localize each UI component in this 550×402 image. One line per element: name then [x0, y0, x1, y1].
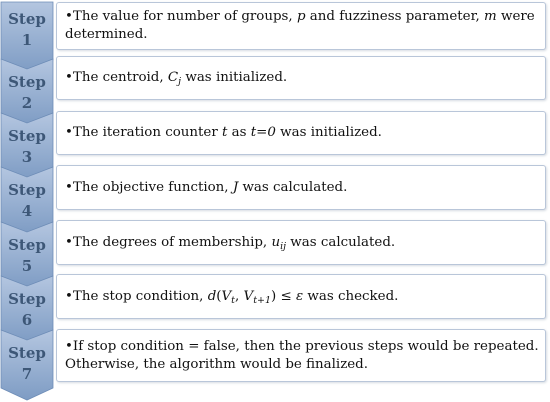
step-description-box-7 [56, 329, 546, 382]
description-text: was calculated. [238, 179, 348, 195]
step-number: 7 [21, 365, 33, 383]
step-number: 3 [21, 148, 33, 166]
description-text: was initialized. [181, 70, 288, 85]
description-text: •The degrees of membership, [65, 234, 272, 250]
step-title: Step [8, 10, 46, 28]
description-text: ) ≤ [271, 288, 296, 304]
step-label [0, 236, 54, 276]
step-description [65, 124, 382, 142]
step-description [65, 69, 287, 87]
description-text: and fuzziness parameter, [305, 9, 485, 24]
step-title: Step [8, 73, 46, 91]
step-label [0, 10, 54, 50]
description-text: as [227, 125, 251, 140]
step-number: 1 [21, 31, 33, 49]
description-text: •The stop condition, [65, 288, 208, 304]
step-title: Step [8, 344, 46, 362]
description-text: was initialized. [275, 125, 382, 140]
step-label [0, 127, 54, 167]
math-symbol: d [207, 288, 217, 304]
math-symbol: V [221, 288, 232, 304]
description-text: •The iteration counter [65, 125, 222, 140]
description-text: was checked. [303, 288, 399, 304]
step-description [65, 8, 541, 44]
step-description [65, 179, 347, 197]
step-number: 5 [21, 257, 33, 275]
step-number: 2 [21, 94, 33, 112]
math-symbol: u [271, 234, 281, 250]
math-symbol: m [484, 9, 497, 24]
step-title: Step [8, 236, 46, 254]
subscript-text: t+1 [253, 294, 272, 306]
step-number: 6 [21, 311, 33, 329]
step-title: Step [8, 181, 46, 199]
step-description [65, 234, 395, 252]
math-symbol: J [232, 179, 239, 195]
step-label [0, 181, 54, 221]
step-description-box-1 [56, 2, 546, 50]
subscript-text: ij [280, 240, 287, 252]
step-title: Step [8, 290, 46, 308]
math-symbol: t=0 [250, 125, 276, 140]
description-text: •The value for number of groups, [65, 9, 297, 24]
step-description-box-4 [56, 165, 546, 210]
description-text: was calculated. [286, 234, 396, 250]
step-label [0, 344, 54, 384]
math-symbol: ε [295, 288, 304, 304]
description-text: •The centroid, [65, 70, 168, 85]
step-description-box-5 [56, 220, 546, 265]
description-text: were determined. [65, 9, 535, 42]
step-label [0, 73, 54, 113]
step-description [65, 338, 541, 374]
step-number: 4 [21, 202, 33, 220]
math-symbol: p [296, 9, 306, 24]
step-title: Step [8, 127, 46, 145]
math-symbol: V [243, 288, 254, 304]
step-description [65, 288, 398, 306]
step-description-box-3 [56, 111, 546, 155]
description-text: •If stop condition = false, then the previous steps would be repeated. Otherwise, the algorithm would be finalized. [65, 338, 539, 372]
step-label [0, 290, 54, 330]
description-text: , [235, 288, 244, 304]
step-description-box-6 [56, 274, 546, 319]
subscript-text: t [231, 294, 235, 306]
math-symbol: C [167, 70, 179, 85]
description-text: ( [216, 288, 222, 304]
step-description-box-2 [56, 56, 546, 100]
subscript-text: j [178, 76, 182, 87]
description-text: •The objective function, [65, 179, 233, 195]
math-symbol: t [222, 125, 228, 140]
